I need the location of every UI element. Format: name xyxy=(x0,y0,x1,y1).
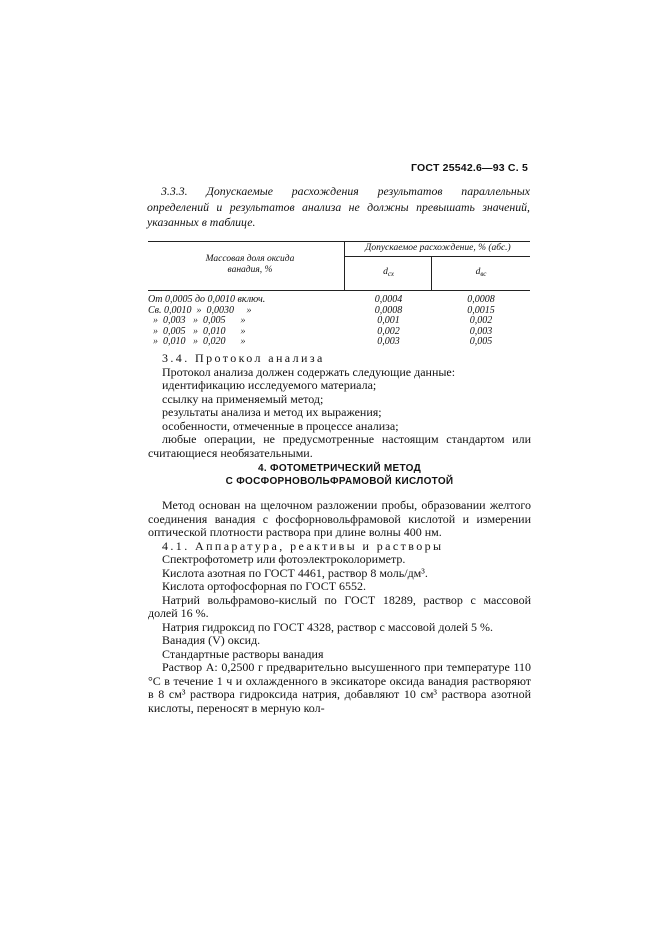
table-cell: 0,003 xyxy=(469,325,493,337)
subsection-4-1-title: 4.1. Аппаратура, реактивы и растворы xyxy=(162,538,444,553)
protocol-line: результаты анализа и метод их выражения; xyxy=(162,405,382,419)
table-cell: 0,003 xyxy=(377,336,400,348)
table-group-header: Допускаемое расхождение, % (абс.) xyxy=(365,243,511,253)
protocol-title: 3.4. Протокол анализа xyxy=(162,351,325,365)
protocol-line: Протокол анализа должен содержать следующие данные: xyxy=(162,364,456,379)
table-row-range: » 0,003 » 0,005 » xyxy=(148,315,246,327)
section-4-body xyxy=(148,499,531,715)
method-description: Метод основан на щелочном разложении пробы, образовании желтого соединения ванадия с фосфорновольфрамовой кислотой и измерении оптической плотности раствора при длине волны 400 нм. xyxy=(148,498,531,539)
table-row-range: » 0,010 » 0,020 » xyxy=(148,336,246,348)
reagent-item: Натрия гидроксид по ГОСТ 4328, раствор с массовой долей 5 %. xyxy=(162,619,494,634)
reagent-item: Кислота ортофосфорная по ГОСТ 6552. xyxy=(162,579,367,593)
table-col1-header: Массовая доля оксида ванадия, % xyxy=(205,254,295,275)
sub1-sub: сх xyxy=(387,270,394,278)
table-row-range: От 0,0005 до 0,0010 включ. xyxy=(148,294,266,305)
clause-3-3 xyxy=(147,184,530,231)
table-cell: 0,002 xyxy=(377,325,400,337)
reagent-item: Ванадия (V) оксид. xyxy=(162,633,261,647)
protocol-line: особенности, отмеченные в процессе анализа; xyxy=(162,418,399,433)
section-4-title xyxy=(148,463,531,488)
table-col-d1 xyxy=(346,295,431,348)
clause-3-3-text: 3.3.3. Допускаемые расхождения результатов параллельных определений и результатов анализа не должны превышать значений, указанных в таблице. xyxy=(147,184,530,229)
reagent-item: Стандартные растворы ванадия xyxy=(162,646,324,661)
table-cell: 0,0008 xyxy=(374,304,403,316)
table-sub2-header xyxy=(432,267,530,280)
table-header-bottom-rule xyxy=(148,290,530,291)
sub1-main: d xyxy=(383,267,388,277)
sub2-sub: вс xyxy=(480,270,487,278)
table-ranges xyxy=(148,295,344,348)
section-4-title-line2: С ФОСФОРНОВОЛЬФРАМОВОЙ КИСЛОТОЙ xyxy=(225,475,454,487)
protocol-section xyxy=(148,352,531,460)
page-header: ГОСТ 25542.6—93 С. 5 xyxy=(411,162,528,174)
sub2-main: d xyxy=(475,267,481,277)
table-col-divider xyxy=(344,241,345,290)
table-cell: 0,0008 xyxy=(467,294,495,305)
table-group-rule xyxy=(344,256,530,257)
table-cell: 0,0015 xyxy=(467,304,495,316)
table-cell: 0,002 xyxy=(469,315,493,327)
table-cell: 0,001 xyxy=(377,315,400,327)
table-sub1-header xyxy=(346,267,431,280)
table-row-range: » 0,005 » 0,010 » xyxy=(148,325,246,337)
reagent-item: Раствор А: 0,2500 г предварительно высушенного при температуре 110 °С в течение 1 ч и охлажденного в эксикаторе оксида ванадия растворяют в 8 см³ раствора гидроксида натрия, добавляют 10 см³ раствора азотной кислоты, переносят в мерную кол- xyxy=(148,660,531,715)
protocol-line: ссылку на применяемый метод; xyxy=(162,391,324,406)
table-cell: 0,0004 xyxy=(374,294,403,305)
table-cell: 0,005 xyxy=(469,336,493,348)
reagent-item: Спектрофотометр или фотоэлектроколориметр. xyxy=(162,552,406,566)
table-row-range: Св. 0,0010 » 0,0030 » xyxy=(148,304,252,316)
table-top-rule xyxy=(148,241,530,242)
protocol-line: идентификацию исследуемого материала; xyxy=(162,378,377,392)
section-4-title-line1: 4. ФОТОМЕТРИЧЕСКИЙ МЕТОД xyxy=(257,463,422,474)
protocol-line: любые операции, не предусмотренные настоящим стандартом или считающиеся необязательными. xyxy=(148,432,531,460)
table-col-d2 xyxy=(432,295,530,348)
reagent-item: Кислота азотная по ГОСТ 4461, раствор 8 моль/дм³. xyxy=(162,565,428,580)
reagent-item: Натрий вольфрамово-кислый по ГОСТ 18289, раствор с массовой долей 16 %. xyxy=(148,592,531,620)
